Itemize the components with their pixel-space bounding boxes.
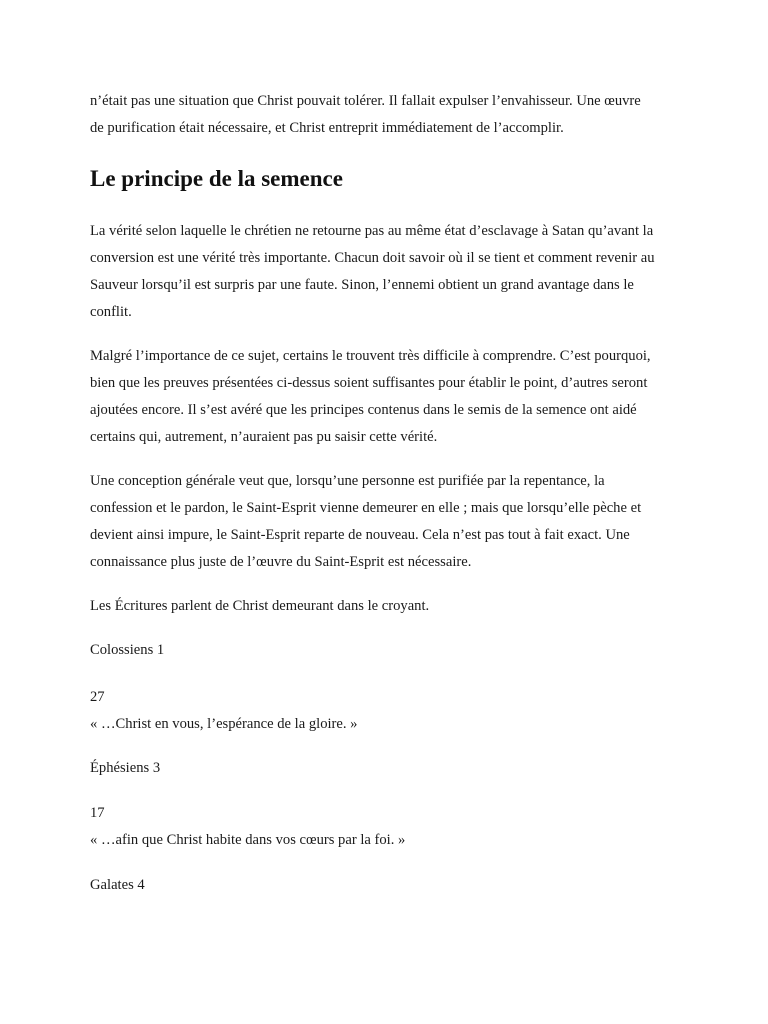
- paragraph-1: [90, 218, 655, 326]
- text-line: Sauveur lorsqu’il est surpris par une faute. Sinon, l’ennemi obtient un grand avantage dans le: [90, 277, 634, 293]
- text-line: confession et le pardon, le Saint-Esprit vienne demeurer en elle ; mais que lorsqu’elle pèche et: [90, 500, 642, 516]
- text-line: bien que les preuves présentées ci-dessus soient suffisantes pour établir le point, d’autres seront: [90, 375, 648, 391]
- paragraph-4: Les Écritures parlent de Christ demeurant dans le croyant.: [90, 598, 430, 614]
- text-line: ajoutées encore. Il s’est avéré que les principes contenus dans le semis de la semence ont aidé: [90, 402, 637, 418]
- scripture-reference: Galates 4: [90, 877, 145, 893]
- section-heading: Le principe de la semence: [90, 166, 343, 191]
- text-line: Une conception générale veut que, lorsqu’une personne est purifiée par la repentance, la: [90, 473, 605, 489]
- text-line: conflit.: [90, 304, 132, 320]
- paragraph-2: [90, 343, 651, 451]
- paragraph-3: [90, 468, 641, 576]
- text-line: La vérité selon laquelle le chrétien ne retourne pas au même état d’esclavage à Satan qu’avant la: [90, 223, 654, 239]
- verse-number: 27: [90, 689, 105, 705]
- scripture-reference: Éphésiens 3: [90, 760, 161, 776]
- text-line: devient ainsi impure, le Saint-Esprit reparte de nouveau. Cela n’est pas tout à fait exact. Une: [90, 527, 630, 543]
- intro-paragraph: [90, 88, 641, 142]
- text-line: certains qui, autrement, n’auraient pas pu saisir cette vérité.: [90, 429, 438, 445]
- scripture-reference: Colossiens 1: [90, 642, 165, 658]
- text-line: de purification était nécessaire, et Christ entreprit immédiatement de l’accomplir.: [90, 120, 564, 136]
- text-line: connaissance plus juste de l’œuvre du Saint-Esprit est nécessaire.: [90, 554, 472, 570]
- verse-quote: « …afin que Christ habite dans vos cœurs par la foi. »: [90, 832, 406, 848]
- verse-number: 17: [90, 805, 105, 821]
- verse-quote: « …Christ en vous, l’espérance de la gloire. »: [90, 716, 358, 732]
- text-line: n’était pas une situation que Christ pouvait tolérer. Il fallait expulser l’envahisseur. Une œuvre: [90, 93, 641, 109]
- text-line: Malgré l’importance de ce sujet, certains le trouvent très difficile à comprendre. C’est pourquoi,: [90, 348, 651, 364]
- text-line: conversion est une vérité très importante. Chacun doit savoir où il se tient et comment revenir au: [90, 250, 655, 266]
